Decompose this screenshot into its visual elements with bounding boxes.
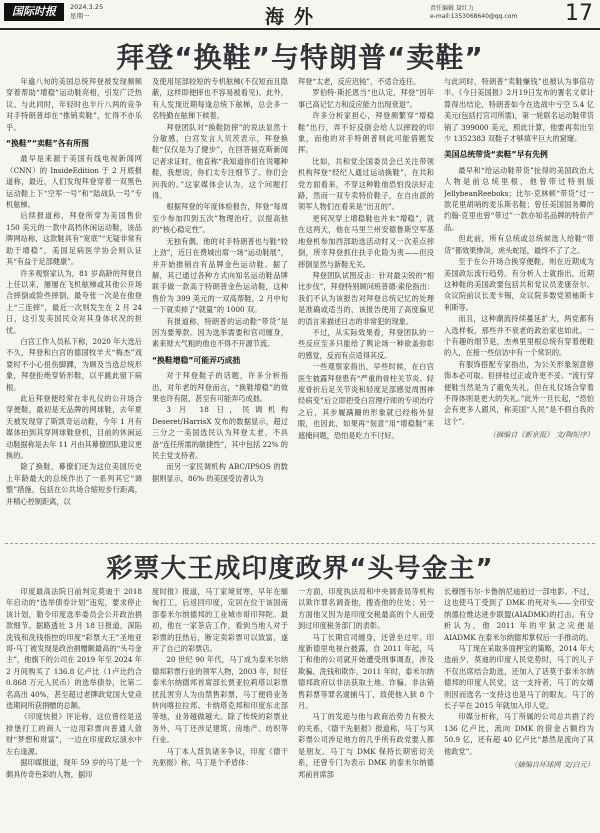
paragraph: 而且，这种潮流持续蔓延扩大，两党都有入选样板，那些并不衰老的政治家也如此。一个有趣的细节是，杰弗里里根总统有穿着便鞋的人，在接一些信访中有一个常识的。 bbox=[444, 314, 594, 358]
article1-column-1 bbox=[6, 76, 142, 541]
issue-date: 2024.3.25 bbox=[70, 3, 104, 11]
paragraph: 20 世纪 90 年代，马丁成为泰米尔纳德邦彩票行业的领军人物，2003 年，时任泰米尔纳德邦首席部长贾亚拉莉塔以彩票扰乱害穷人为由禁售彩票，马丁便将业务转向喀拉拉邦、卡纳塔克邦和印度东北部等地，业务越做越大。除了传统的彩票业务外，马丁还涉足建筑、房地产、纺织等行业。 bbox=[152, 655, 288, 745]
article-divider bbox=[5, 543, 595, 544]
article2-column-4 bbox=[444, 586, 594, 831]
paragraph: 对于拜登鞋子的话题，许多分析指出，对年老的拜登而言，“换鞋增稳”的效果也许有限，甚至有可能弄巧成拙。 bbox=[152, 371, 288, 403]
article2-column-1 bbox=[6, 586, 142, 831]
paragraph: 比如，共和党全国委员会已关注带领机构拜登“经纪人通过运动换鞋”，在共和党方面看来，不穿这种鞋他恐怕没法好走路，然而一双专卖特价鞋子，在自由派的领军人物们在看来是“出丑的”。 bbox=[298, 156, 434, 212]
paragraph: 马丁长期官司缠身，还曾坐过牢。印度新德里电视台披露，自 2011 年起，马丁和他的公司就开始遭受刑事调查，涉及欺骗、洗钱和欺诈。2011 年时，泰米尔纳德邦政府以非法获取土地、诈骗、非法销售彩票等罪名逮捕马丁，致使他入狱 8 个月。 bbox=[298, 632, 434, 711]
article1-column-4 bbox=[444, 76, 594, 541]
paragraph: 至于在公开场合换穿便鞋，则在近期成为美国政坛流行趋势。有分析人士就指出，近期这种鞋的美国政要包括共和党议员麦康奈尔、众议院前议长麦卡锡，众议院多数党领袖斯卡利斯等。 bbox=[444, 257, 594, 312]
paragraph: 但此前，所有总统或总统候选人给鞋“带货”都效果惨淡，虎头蛇尾，最终不了了之。 bbox=[444, 234, 594, 255]
paragraph: 最早是来源于美国有线电视新闻网（CNN）的 InsideEdition 于 2 月底报道称，最近，人们发现拜登穿着一双黑色运动鞋上下“空军一号”和“陆战队一号”专机舷梯。 bbox=[6, 154, 142, 210]
source-credit: （摘编自《新京报》 文/陶短序） bbox=[488, 430, 594, 440]
paragraph: 马丁的发迹与他与政商治势力有极大的关系，《德干先驱报》报道称，马丁与其彩票公司涉足地方的几乎所有政党要人都是朋友。马丁与 DMK 保持长期密切关系，还曾专门为表示 DMK 的泰米尔纳德邦前首席部 bbox=[298, 712, 434, 779]
subheading: “换鞋”“卖鞋”各有所图 bbox=[6, 139, 89, 149]
paragraph: 年逾八旬的美国总统拜登被发现频频穿着帮助“增稳”运动鞋亮相，引发广泛热议。与此同时，年轻时也半斤八两的竞争对手特朗普却在“推销卖鞋”，忙得不亦乐乎。 bbox=[6, 77, 142, 132]
masthead-logo: 国际时报 bbox=[4, 3, 64, 21]
page-header bbox=[0, 0, 600, 30]
paragraph: 最早和“给运动鞋带货”扯得的美国政治大人物是前总统里根，他曾带过特别版 JellybeanReeboks；比尔·克林顿“带货”过一款花里胡哨的麦乐斯名鞋；曾任美国国务卿的约翰·克里也曾“带过”一款亦知名品牌的特价产品。 bbox=[444, 165, 594, 232]
paragraph: 及使用尾部较短的专机舷梯(不仅短而且隐蔽，这样即便摔也不容易被看见)。此外，有人发现近期每逢总统下舷梯，总会多一名特勤在舷梯下候着。 bbox=[152, 77, 288, 121]
paragraph: 白宫工作人员私下称，2020 年大选后不久，拜登和白宫的德国牧羊犬“梅杰”戏耍时不小心扭伤脚踝，为顾及当选总统形象，拜登拒绝穿矫形鞋，以平跳此留下病根。 bbox=[6, 336, 142, 392]
paragraph: 一方面，印度执法局和中央调查局等机构以欺诈罪名调查他，搜查他的住处；另一方面他又因为是印度交税最高的个人而受到过印度税务部门的表彰。 bbox=[298, 587, 434, 631]
paragraph: 马丁现在采取多面押宝的策略，2014 年大选前夕，莫迪的印度人民党势时，马丁的儿子不仅出席结合助选，还加入了话莫于泰米尔纳德邦的印度人民党，这一支持者，马丁的女婿则因而选名一支持这也是马丁的眼友。马丁的长子早在 2015 年就加入印人党。 bbox=[444, 644, 594, 711]
issue-date-block bbox=[70, 3, 103, 21]
paragraph: 马丁本人背负诸多争议，印度《德干先驱报》称，马丁是个矛盾体： bbox=[152, 746, 288, 768]
paragraph: 此后拜登便经常在非礼仪的公开场合穿便鞋，最初是无品牌的网球鞋，去年夏天被发现穿了斯凯奇运动鞋，今年 1 月有媒体拍到其穿网球鞋登机，目前的休闲运动鞋据称是去年 11 月由其幕僚团队建议更换的。 bbox=[6, 393, 142, 460]
paragraph: 除了换鞋，幕僚们还为这位美国历史上年龄最大的总统作出了一系列其它“调整”措施，包括在公共场合缩短步行距离，并精心控制距离，以 bbox=[6, 462, 142, 506]
page-number: 17 bbox=[565, 1, 593, 26]
paragraph: 与此同时，特朗普“卖鞋赚钱”也被认为事倍功半。《今日美国报》2月19日发布的署名文章计算得出结论，特朗普如今在选战中亏空 5.4 亿美元(包括打官司所需)，第一轮联名运动鞋带货销了 399000 美元，照此计算，他要再卖出至少 1352383 双鞋子才够填平巨大的窟窿。 bbox=[444, 77, 594, 144]
article1-headline: 拜登“换鞋”与特朗普“卖鞋” bbox=[116, 41, 484, 74]
paragraph: 印媒分析称，马丁所属的公司总共捐了约 136 亿卢比，流向 DMK 的借金占额约为 50.9 亿，还有超 40 亿卢比“悬然是流向了其他政党”。 bbox=[444, 712, 594, 756]
paragraph: 拜登团队对“换鞋防摔”的说法显然十分敏感，白宫发言人贝茨表示，拜登换鞋“仅仅是为了健步”，在回答福克斯新闻记者求证时，他直称“我知道你们在说哪种鞋，我想说，你们太专注细节了。你们会问我的。”这家媒体会认为，这个问题打得。 bbox=[152, 122, 288, 201]
paragraph: 许多观察家认为，81 岁高龄的拜登自上任以来，屡屡在飞机舷梯或其他公开场合摔倒或险些摔倒，最夸张一次是在他登上“三连摔”，最近一次则发生在 2 月 24 日，这引发美国民众对其身体状况的担忧。 bbox=[6, 268, 142, 335]
paragraph: 据印媒报道，现年 59 岁的马丁是一个颇具传奇色彩的人物，据印 bbox=[6, 758, 142, 779]
paragraph: 有服饰搭配专家指出，为公关形象刻意修饰本必可取。但拼桂过正或许更不妥。“流行穿便鞋当然是为了避免失礼，但在礼仪场合穿着不得体则是更大的失礼。”此外一旦长起，“恐怕会有更多人跟风，称美国“人民”是不假自我的这个”。 bbox=[444, 359, 594, 426]
article1-column-2 bbox=[152, 76, 288, 541]
paragraph: 而另一家民调机构 ABC/IPSOS 的数据则显示，86% 的美国受访者认为 bbox=[152, 462, 288, 483]
article2-column-3 bbox=[298, 586, 434, 831]
paragraph: 无独有偶，他的对手特朗普也与鞋“较上劲”，近日在费城出席一场“运动鞋展”，并开始推销自有品牌金色运动鞋。据了解，其已通过各种方式向知名运动鞋品牌联手做一款高于特朗普金色运动鞋，这种售价为 399 美元的一双高帮鞋，2 月中旬一下就卖掉了“就量”的 1000 双。 bbox=[152, 236, 288, 315]
paragraph: 有报道称，特朗普的运动鞋“带货”是因为要筹款。因为选举需要和官司缠身，素来财大气粗的他也不得不开源节流。 bbox=[152, 316, 288, 349]
article1-column-3 bbox=[298, 76, 434, 541]
paragraph: 3 月 18 日，民调机构 Deseret/HarrisX 发布的数据显示，超过三分之一美国选民认为拜登太老，不具备“连任所需的敏捷性”，其中包括 22% 的民主党支持者。 bbox=[152, 405, 288, 460]
source-credit: （摘编自环球网 文/白元） bbox=[510, 760, 594, 770]
paragraph: 更何况穿上增稳鞋也并未“增稳”，就在这两天，他在马里兰州安德鲁斯空军基地登机参加西部助选活动时又一次差点摔倒，所幸拜登抓住扶手化险为夷——但没摔倒显然与新鞋无关。 bbox=[298, 213, 434, 269]
paragraph: 一些观察家指出，早些时候，在白宫医生披露拜登患有“严重的骨柱关节炎、轻度骨折后足关节炎和轻度足部感觉周围神经病变”后立即把受白宫理疗师的专项治疗之后，其步履蹒跚的形象就已经格外显眼，也因此，如果再“刻意”用“增稳鞋”来遮掩问题，恐怕是吃力不讨好。 bbox=[298, 362, 434, 440]
subheading: 美国总统带货“卖鞋”早有先例 bbox=[444, 150, 548, 160]
paragraph: 罗伯特·斯托恩当“也认定，拜登”因年事已高记忆力和反应能力出现衰退”。 bbox=[298, 88, 434, 109]
paragraph: 根据拜登的年度体检报告，拜登“每周至少参加四到五次”物理治疗，以提高他的“核心稳定性”。 bbox=[152, 202, 288, 235]
paragraph: 后续报道称，拜登所穿为美国售价 150 美元的一款中高档休闲运动鞋，该品牌网站称，这款鞋具有“宽底”“无疑非常有助于增稳”，美国足病医学协会则认证其“有益于足部健康”。 bbox=[6, 211, 142, 267]
paragraph: 印度最高法院日前判定莫迪于 2018 年启动的“选举债券计划”违宪，要求停止该计划，勒令印度选举委员会公开政治捐款细节。据路透社 3 月 18 日报道，深陷洗钱和洗钱指控的印度“彩票大王”圣地亚哥·马丁被发现是政治捐赠额最高的“头号金主”，他旗下的公司在 2019 年至 2024 年 2 月间购买了 136.8 亿卢比（1卢比约合 0.868 万元人民币）的选举债券，比第二名高出 40%，甚至超过老牌政党国大党竞选期间所获捐赠的总额。 bbox=[6, 587, 142, 711]
paragraph: 拜登团队试图反击：针对最尖锐的“相比步伐”，拜登特别顾问班普德·索伦指出：我们不认为该报告对拜登总统记忆的处理是准确或适当的，该报告使用了高度偏见的语言来描述日志的非常犯的现象。 bbox=[298, 270, 434, 326]
paragraph: 长穆图韦尔·卡鲁纳尼迪拍过一部电影。不过，这也使马丁受到了 DMK 的死对头——全印安纳德拉维达进步联盟(AIADMK)的打击。有分析认为，他 2011 年的牢狱之灾便是 AIADMK 在泰米尔纳德邦掌权后一手推动的。 bbox=[444, 587, 594, 642]
paragraph: 不过，从实际效果看，拜登团队的一些反应至多只能给了舆论场一种欲盖弥彰的感觉，反而有点适得其反。 bbox=[298, 327, 434, 360]
article2-headline: 彩票大王成印度政界“头号金主” bbox=[106, 554, 494, 584]
editor-block bbox=[430, 5, 517, 21]
section-title: 海外 bbox=[265, 6, 324, 28]
paragraph: 度时报》报道，马丁家境贫寒，早年在缅甸打工，后返回印度，定居在位于该国南部泰米尔纳德邦的工业城市哥印拜陀。最初，他在一家茶店工作，看到当地人对于彩票的狂热后，断定卖彩票可以致富，遂开了自己的彩票店。 bbox=[152, 587, 288, 654]
article2-column-2 bbox=[152, 586, 288, 831]
editor-email: e-mail:1353068640@qq.com bbox=[430, 13, 518, 20]
paragraph: 许多分析家担心，拜登频繁穿“增稳鞋”出行，弄不好反倒会给人以摔跤的印象，而他的对手特朗普则此可能借题发挥。 bbox=[298, 111, 434, 155]
editor-name: 责任编辑 聂红力 bbox=[430, 5, 474, 12]
issue-weekday: 星期一 bbox=[70, 12, 90, 20]
paragraph: 拜登“太老，反应迟钝”，不适合连任。 bbox=[298, 77, 421, 86]
subheading: “换鞋增稳”可能弄巧成拙 bbox=[152, 355, 241, 365]
paragraph: 《印度快报》评论称，这位曾经是送排堡打工的商人一边用彩票向普通人敛财“梦想和财富”，一边在印度政坛演水中左右逢源。 bbox=[6, 712, 142, 756]
